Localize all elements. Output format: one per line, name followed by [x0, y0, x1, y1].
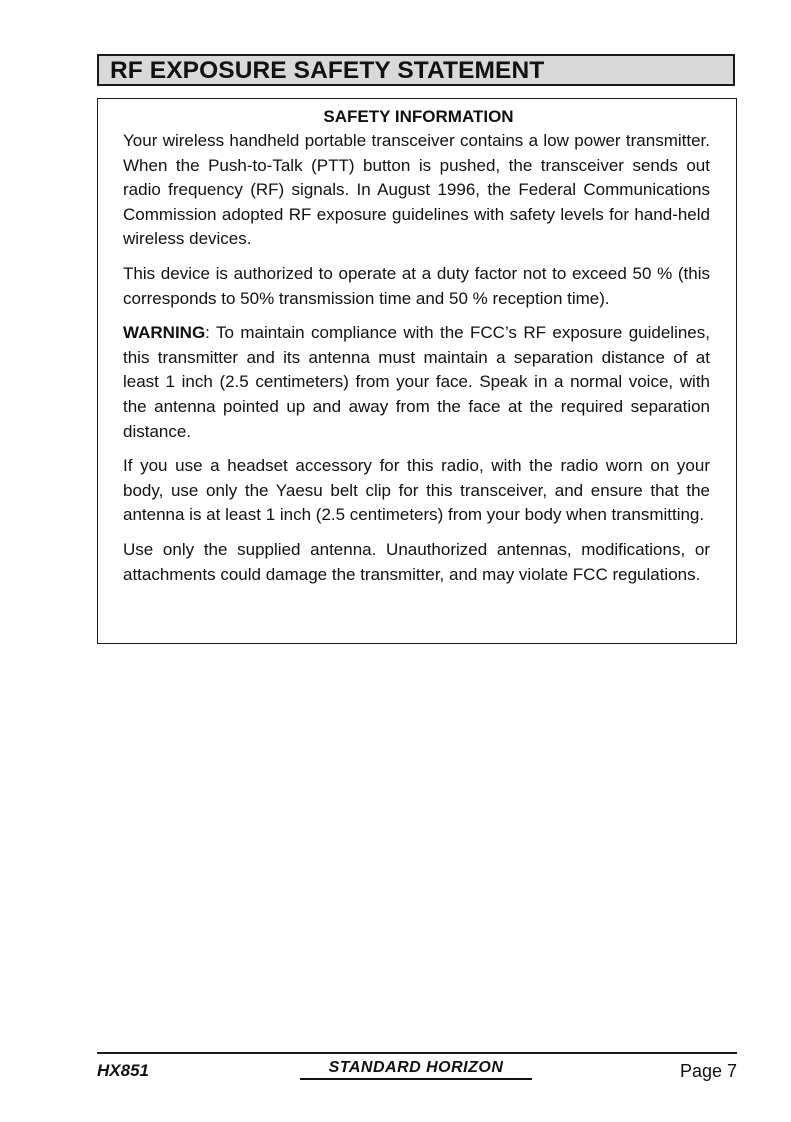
paragraph-duty-factor: This device is authorized to operate at a duty factor not to exceed 50 % (this corresponds to 50% transmission time and 50 % reception time). [123, 263, 710, 308]
safety-heading: SAFETY INFORMATION [323, 107, 514, 126]
paragraph-warning [123, 321, 710, 444]
paragraph-transmitter: Your wireless handheld portable transceiver contains a low power transmitter. When the Push-to-Talk (PTT) button is pushed, the transceiver sends out radio frequency (RF) signals. In August 1996, the Federal Communications Commission adopted RF exposure guidelines with safety levels for hand-held wireless devices. [123, 131, 710, 249]
footer-model-name: HX851 [97, 1061, 149, 1080]
footer-brand-logo: STANDARD HORIZON [300, 1060, 532, 1080]
section-title: RF EXPOSURE SAFETY STATEMENT [110, 56, 545, 84]
paragraph-antenna: Use only the supplied antenna. Unauthorized antennas, modifications, or attachments could damage the transmitter, and may violate FCC regulations. [123, 539, 710, 584]
safety-information-box [97, 98, 737, 644]
paragraph-headset: If you use a headset accessory for this radio, with the radio worn on your body, use only the Yaesu belt clip for this transceiver, and ensure that the antenna is at least 1 inch (2.5 centimeters) from your body when transmitting. [123, 456, 710, 525]
warning-text: : To maintain compliance with the FCC’s RF exposure guidelines, this transmitter and its antenna must maintain a separation distance of at least 1 inch (2.5 centimeters) from your face. Speak in a normal voice, with the antenna pointed up and away from the face at the required separation distance. [123, 323, 710, 441]
footer-page-number: Page 7 [679, 1061, 737, 1081]
section-title-bar [97, 54, 735, 86]
warning-label: WARNING [123, 323, 206, 343]
footer-divider [97, 1052, 737, 1054]
